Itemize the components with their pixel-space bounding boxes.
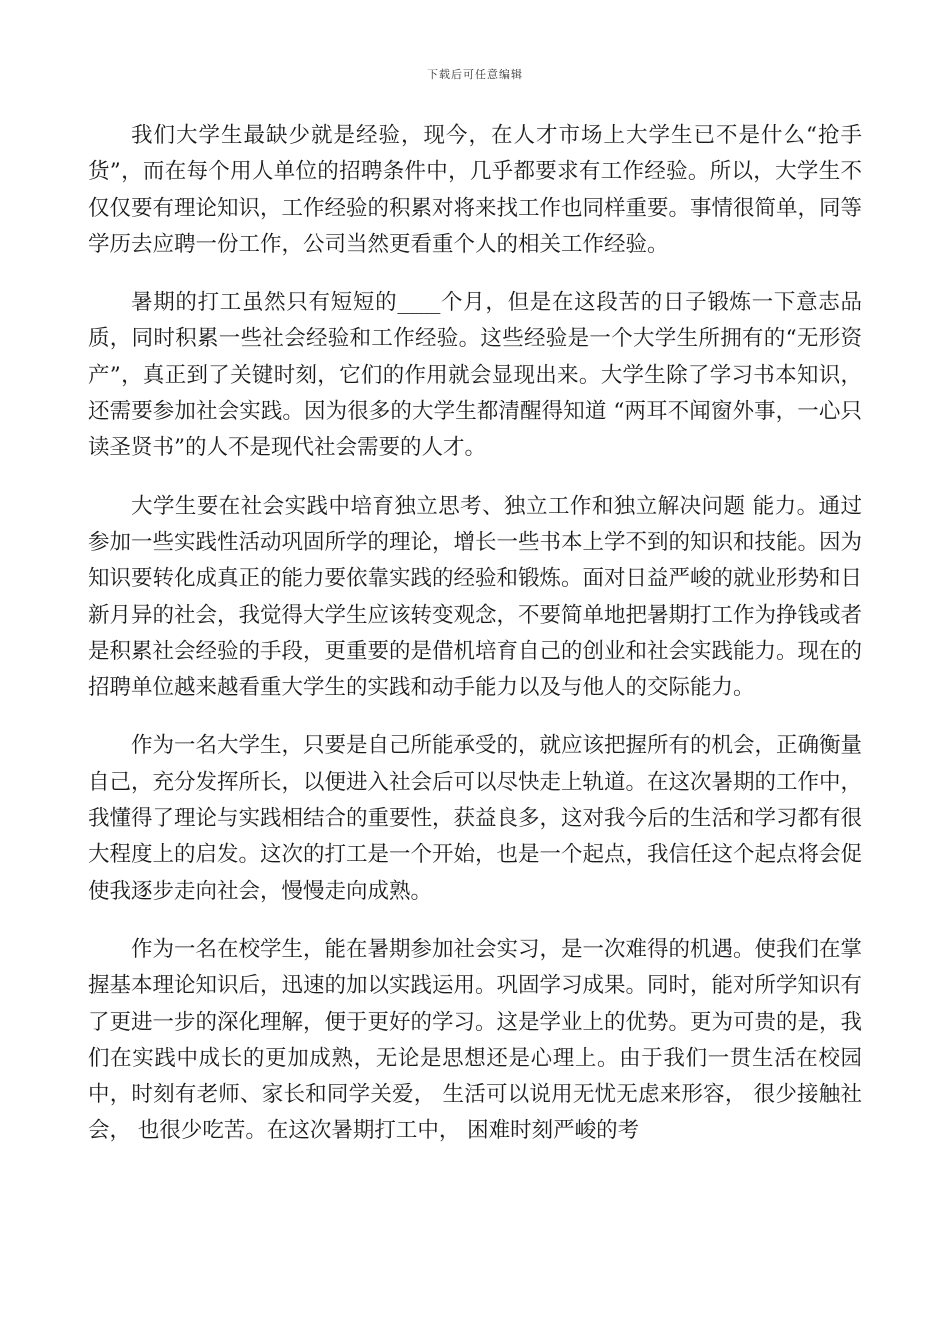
page-header: 下载后可任意编辑 <box>427 68 523 81</box>
paragraph: 暑期的打工虽然只有短短的____个月，但是在这段苦的日子锻炼一下意志品质，同时积累一些社会经验和工作经验。这些经验是一个大学生所拥有的“无形资产”，真正到了关键时刻，它们的作用就会显现出来。大学生除了学习书本知识，还需要参加社会实践。因为很多的大学生都清醒得知道 “两耳不闻窗外事，一心只读圣贤书”的人不是现代社会需要的人才。 <box>88 290 862 461</box>
paragraph: 大学生要在社会实践中培育独立思考、独立工作和独立解决问题 能力。通过参加一些实践性活动巩固所学的理论，增长一些书本上学不到的知识和技能。因为知识要转化成真正的能力要依靠实践的经验和锻炼。面对日益严峻的就业形势和日新月异的社会，我觉得大学生应该转变观念，不要简单地把暑期打工作为挣钱或者是积累社会经验的手段，更重要的是借机培育自己的创业和社会实践能力。现在的招聘单位越来越看重大学生的实践和动手能力以及与他人的交际能力。 <box>88 493 863 701</box>
paragraph: 我们大学生最缺少就是经验，现今，在人才市场上大学生已不是什么“抢手货”，而在每个用人单位的招聘条件中，几乎都要求有工作经验。所以，大学生不仅仅要有理论知识，工作经验的积累对将来找工作也同样重要。事情很简单，同等学历去应聘一份工作，公司当然更看重个人的相关工作经验。 <box>88 123 863 257</box>
document-body <box>88 118 862 1172</box>
paragraph: 作为一名在校学生，能在暑期参加社会实习，是一次难得的机遇。使我们在掌握基本理论知识后，迅速的加以实践运用。巩固学习成果。同时，能对所学知识有了更进一步的深化理解，便于更好的学习。这是学业上的优势。更为可贵的是，我们在实践中成长的更加成熟，无论是思想还是心理上。由于我们一贯生活在校园中，时刻有老师、家长和同学关爱， 生活可以说用无忧无虑来形容， 很少接触社会， 也很少吃苦。在这次暑期打工中， 困难时刻严峻的考 <box>88 936 863 1144</box>
paragraph: 作为一名大学生，只要是自己所能承受的，就应该把握所有的机会，正确衡量自己，充分发挥所长，以便进入社会后可以尽快走上轨道。在这次暑期的工作中，我懂得了理论与实践相结合的重要性，获益良多，这对我今后的生活和学习都有很大程度上的启发。这次的打工是一个开始，也是一个起点，我信任这个起点将会促使我逐步走向社会，慢慢走向成熟。 <box>88 733 863 904</box>
